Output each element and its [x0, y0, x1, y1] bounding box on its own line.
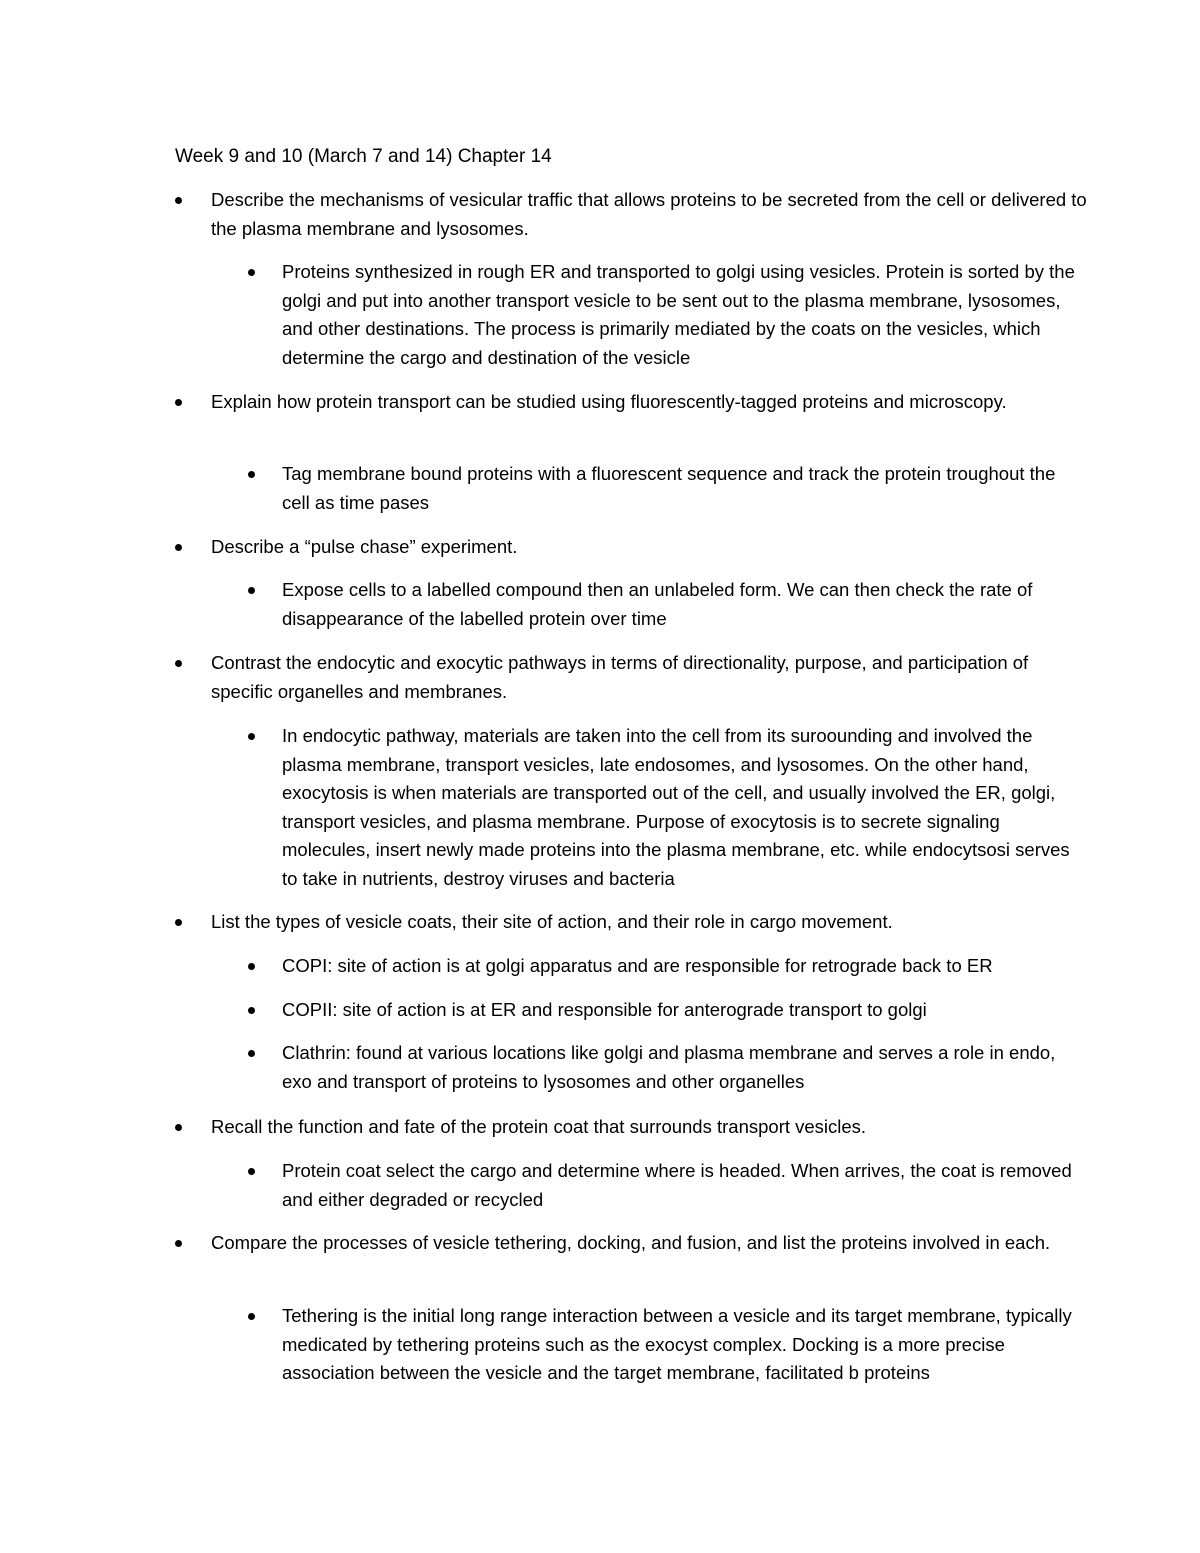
answer-text: Tethering is the initial long range interaction between a vesicle and its target membrane, typically medicated by tethering proteins such as the exocyst complex. Docking is a more precise association between the vesicle and the target membrane, facilitated b proteins — [282, 1305, 1072, 1384]
question-item — [211, 388, 1091, 417]
answer-text: In endocytic pathway, materials are taken into the cell from its suroounding and involved the plasma membrane, transport vesicles, late endosomes, and lysosomes. On the other hand, exocytosis is when materials are transported out of the cell, and usually involved the ER, golgi, transport vesicles, and plasma membrane. Purpose of exocytosis is to secrete signaling molecules, insert newly made proteins into the plasma membrane, etc. while endocytsosi serves to take in nutrients, destroy viruses and bacteria — [282, 725, 1070, 889]
question-item — [211, 186, 1091, 243]
document-title: Week 9 and 10 (March 7 and 14) Chapter 14 — [175, 146, 552, 167]
question-item — [211, 1229, 1091, 1258]
question-text: Compare the processes of vesicle tethering, docking, and fusion, and list the proteins involved in each. — [211, 1232, 1051, 1253]
answer-item — [282, 1157, 1082, 1214]
bullet-icon — [248, 1313, 255, 1320]
bullet-icon — [248, 471, 255, 478]
answer-text: COPII: site of action is at ER and responsible for anterograde transport to golgi — [282, 999, 927, 1020]
bullet-icon — [175, 197, 182, 204]
question-item — [211, 533, 1091, 562]
question-item — [211, 1113, 1091, 1142]
bullet-icon — [175, 1124, 182, 1131]
answer-text: Expose cells to a labelled compound then an unlabeled form. We can then check the rate of disappearance of the labelled protein over time — [282, 579, 1033, 629]
question-text: Recall the function and fate of the protein coat that surrounds transport vesicles. — [211, 1116, 867, 1137]
bullet-icon — [175, 660, 182, 667]
question-text: Describe a “pulse chase” experiment. — [211, 536, 518, 557]
question-item — [211, 649, 1091, 706]
answer-text: COPI: site of action is at golgi apparatus and are responsible for retrograde back to ER — [282, 955, 993, 976]
answer-item — [282, 576, 1082, 633]
answer-item — [282, 722, 1082, 894]
answer-item — [282, 996, 1082, 1025]
bullet-icon — [175, 919, 182, 926]
question-item — [211, 908, 1091, 937]
bullet-icon — [175, 544, 182, 551]
bullet-icon — [248, 963, 255, 970]
question-text: List the types of vesicle coats, their site of action, and their role in cargo movement. — [211, 911, 893, 932]
bullet-icon — [175, 399, 182, 406]
bullet-icon — [248, 269, 255, 276]
answer-item — [282, 258, 1082, 372]
bullet-icon — [175, 1240, 182, 1247]
question-text: Explain how protein transport can be studied using fluorescently-tagged proteins and microscopy. — [211, 391, 1007, 412]
bullet-icon — [248, 587, 255, 594]
answer-item — [282, 1302, 1082, 1388]
bullet-icon — [248, 1168, 255, 1175]
answer-item — [282, 460, 1082, 517]
question-text: Contrast the endocytic and exocytic pathways in terms of directionality, purpose, and participation of specific organelles and membranes. — [211, 652, 1029, 702]
answer-text: Protein coat select the cargo and determine where is headed. When arrives, the coat is removed and either degraded or recycled — [282, 1160, 1072, 1210]
bullet-icon — [248, 1007, 255, 1014]
answer-item — [282, 952, 1082, 981]
bullet-icon — [248, 733, 255, 740]
answer-text: Clathrin: found at various locations like golgi and plasma membrane and serves a role in endo, exo and transport of proteins to lysosomes and other organelles — [282, 1042, 1056, 1092]
answer-text: Proteins synthesized in rough ER and transported to golgi using vesicles. Protein is sorted by the golgi and put into another transport vesicle to be sent out to the plasma membrane, lysosomes, and other destinations. The process is primarily mediated by the coats on the vesicles, which determine the cargo and destination of the vesicle — [282, 261, 1075, 368]
question-text: Describe the mechanisms of vesicular traffic that allows proteins to be secreted from the cell or delivered to the plasma membrane and lysosomes. — [211, 189, 1087, 239]
bullet-icon — [248, 1050, 255, 1057]
answer-text: Tag membrane bound proteins with a fluorescent sequence and track the protein troughout the cell as time pases — [282, 463, 1056, 513]
answer-item — [282, 1039, 1082, 1096]
